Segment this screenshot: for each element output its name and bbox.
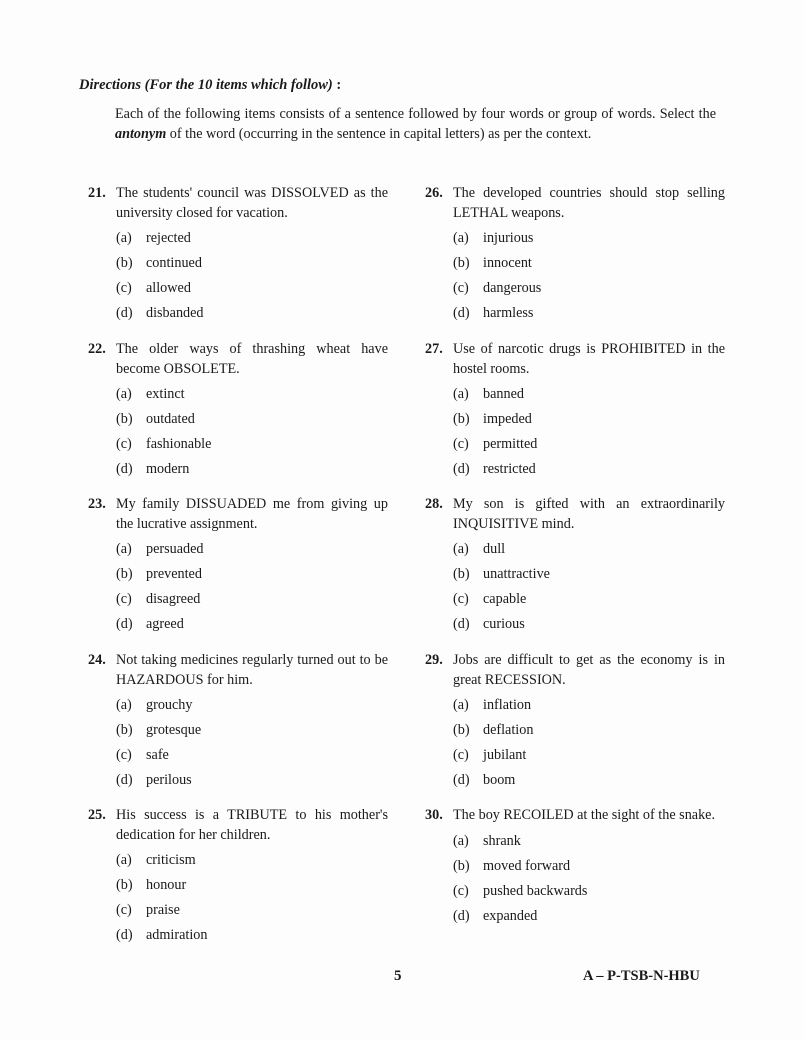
- option-key: (a): [453, 832, 469, 849]
- question-stem: [88, 184, 388, 223]
- option-key: (d): [453, 772, 470, 788]
- option-a[interactable]: [116, 539, 388, 564]
- option-text: shrank: [483, 832, 521, 849]
- question-stem: [425, 340, 725, 379]
- question-stem: [88, 495, 388, 534]
- option-d[interactable]: [116, 614, 388, 639]
- option-key: (b): [453, 722, 470, 738]
- option-b[interactable]: [453, 409, 725, 434]
- option-text: rejected: [146, 230, 191, 246]
- option-text: fashionable: [146, 436, 212, 452]
- option-text: banned: [483, 386, 524, 402]
- option-key: (c): [116, 280, 132, 296]
- option-b[interactable]: [116, 564, 388, 589]
- option-a[interactable]: [116, 850, 388, 875]
- option-list: [88, 539, 388, 639]
- question-21: [88, 184, 388, 328]
- option-text: outdated: [146, 411, 195, 427]
- option-key: (c): [453, 747, 469, 763]
- question-28: [425, 495, 725, 639]
- option-key: (b): [116, 411, 133, 427]
- option-a[interactable]: [453, 228, 725, 253]
- question-text: My family DISSUADED me from giving up the lucrative assignment.: [116, 496, 388, 532]
- option-text: persuaded: [146, 541, 204, 557]
- option-text: innocent: [483, 255, 532, 271]
- option-key: (a): [453, 697, 469, 713]
- option-key: (a): [116, 852, 132, 868]
- option-key: (d): [116, 461, 133, 477]
- option-c[interactable]: [116, 745, 388, 770]
- question-26: [425, 184, 725, 328]
- option-list: [425, 384, 725, 484]
- option-text: restricted: [483, 461, 536, 477]
- option-b[interactable]: [453, 856, 725, 881]
- option-key: (b): [116, 255, 133, 271]
- question-number: 22.: [88, 341, 106, 357]
- option-text: allowed: [146, 280, 191, 296]
- question-stem: [425, 651, 725, 690]
- option-list: [425, 831, 725, 931]
- question-30: [425, 806, 725, 931]
- option-a[interactable]: [116, 228, 388, 253]
- option-list: [88, 695, 388, 795]
- option-text: dull: [483, 541, 506, 557]
- option-text: jubilant: [483, 747, 527, 763]
- question-stem: [425, 184, 725, 223]
- option-c[interactable]: [116, 589, 388, 614]
- option-key: (c): [453, 280, 469, 296]
- option-b[interactable]: [453, 253, 725, 278]
- option-text: criticism: [146, 852, 196, 868]
- question-number: 25.: [88, 807, 106, 823]
- question-number: 30.: [425, 807, 443, 823]
- question-stem: [88, 806, 388, 845]
- option-text: grotesque: [146, 722, 202, 738]
- option-text: permitted: [483, 436, 538, 452]
- option-b[interactable]: [453, 564, 725, 589]
- option-key: (a): [116, 697, 132, 713]
- option-text: modern: [146, 461, 190, 477]
- option-text: curious: [483, 616, 525, 632]
- booklet-code: A – P-TSB-N-HBU: [583, 968, 700, 984]
- question-stem: [425, 495, 725, 534]
- option-list: [88, 850, 388, 950]
- option-d[interactable]: [116, 770, 388, 795]
- option-c[interactable]: [116, 434, 388, 459]
- option-c[interactable]: [453, 745, 725, 770]
- question-number: 27.: [425, 341, 443, 357]
- option-key: (b): [453, 566, 470, 582]
- option-text: capable: [483, 591, 527, 607]
- option-b[interactable]: [116, 409, 388, 434]
- question-number: 24.: [88, 652, 106, 668]
- option-a[interactable]: [453, 384, 725, 409]
- option-a[interactable]: [116, 695, 388, 720]
- option-key: (c): [116, 747, 132, 763]
- option-a[interactable]: [116, 384, 388, 409]
- question-text: The students' council was DISSOLVED as the university closed for vacation.: [116, 185, 388, 221]
- option-key: (a): [116, 541, 132, 557]
- option-text: pushed backwards: [483, 882, 588, 899]
- option-key: (c): [453, 591, 469, 607]
- option-c[interactable]: [453, 434, 725, 459]
- option-d[interactable]: [453, 770, 725, 795]
- option-text: impeded: [483, 411, 532, 427]
- option-c[interactable]: [453, 881, 725, 906]
- option-text: praise: [146, 902, 180, 918]
- option-a[interactable]: [453, 695, 725, 720]
- option-text: disbanded: [146, 305, 204, 321]
- option-list: [425, 695, 725, 795]
- option-key: (d): [453, 616, 470, 632]
- option-key: (b): [116, 877, 133, 893]
- option-text: unattractive: [483, 566, 550, 582]
- option-key: (c): [453, 436, 469, 452]
- question-number: 28.: [425, 496, 443, 512]
- option-d[interactable]: [453, 906, 725, 931]
- option-b[interactable]: [116, 720, 388, 745]
- option-key: (a): [453, 230, 469, 246]
- question-text: The boy RECOILED at the sight of the snake.: [453, 807, 716, 823]
- option-list: [425, 228, 725, 328]
- option-text: agreed: [146, 616, 184, 632]
- option-key: (d): [453, 907, 470, 924]
- option-key: (c): [116, 591, 132, 607]
- option-key: (b): [453, 255, 470, 271]
- option-a[interactable]: [453, 539, 725, 564]
- option-key: (a): [116, 230, 132, 246]
- option-key: (b): [116, 566, 133, 582]
- question-text: Not taking medicines regularly turned out to be HAZARDOUS for him.: [116, 652, 388, 688]
- option-key: (a): [453, 386, 469, 402]
- question-number: 29.: [425, 652, 443, 668]
- question-number: 26.: [425, 185, 443, 201]
- question-23: [88, 495, 388, 639]
- option-c[interactable]: [116, 900, 388, 925]
- option-key: (d): [116, 616, 133, 632]
- option-text: continued: [146, 255, 202, 271]
- option-text: moved forward: [483, 857, 571, 874]
- question-22: [88, 340, 388, 484]
- question-text: Use of narcotic drugs is PROHIBITED in the hostel rooms.: [453, 341, 725, 377]
- option-text: grouchy: [146, 697, 193, 713]
- option-text: honour: [146, 877, 187, 893]
- option-d[interactable]: [116, 459, 388, 484]
- option-list: [88, 228, 388, 328]
- question-29: [425, 651, 725, 795]
- question-24: [88, 651, 388, 795]
- option-key: (d): [453, 305, 470, 321]
- directions-text-post: of the word (occurring in the sentence in capital letters) as per the context.: [166, 126, 592, 142]
- option-key: (a): [116, 386, 132, 402]
- question-25: [88, 806, 388, 950]
- question-stem: [425, 806, 725, 826]
- question-text: My son is gifted with an extraordinarily INQUISITIVE mind.: [453, 496, 725, 532]
- question-stem: [88, 340, 388, 379]
- option-text: extinct: [146, 386, 185, 402]
- option-key: (b): [453, 857, 470, 874]
- option-text: disagreed: [146, 591, 201, 607]
- option-b[interactable]: [116, 875, 388, 900]
- question-number: 21.: [88, 185, 106, 201]
- option-key: (c): [116, 436, 132, 452]
- option-d[interactable]: [453, 614, 725, 639]
- option-text: dangerous: [483, 280, 542, 296]
- option-key: (d): [116, 305, 133, 321]
- option-text: boom: [483, 772, 516, 788]
- option-text: safe: [146, 747, 169, 763]
- option-text: prevented: [146, 566, 202, 582]
- directions-emphasis: antonym: [115, 126, 167, 142]
- option-key: (d): [116, 927, 133, 943]
- page-number: 5: [394, 968, 402, 984]
- directions-text-pre: Each of the following items consists of a sentence followed by four words or group of words. Select the: [115, 106, 716, 122]
- question-text: His success is a TRIBUTE to his mother's dedication for her children.: [116, 807, 388, 843]
- option-key: (b): [116, 722, 133, 738]
- option-d[interactable]: [116, 303, 388, 328]
- option-b[interactable]: [116, 253, 388, 278]
- option-b[interactable]: [453, 720, 725, 745]
- directions-heading: [79, 77, 341, 94]
- option-key: (a): [453, 541, 469, 557]
- option-text: perilous: [146, 772, 192, 788]
- option-c[interactable]: [453, 589, 725, 614]
- option-list: [88, 384, 388, 484]
- option-d[interactable]: [453, 303, 725, 328]
- question-text: The older ways of thrashing wheat have become OBSOLETE.: [116, 341, 388, 377]
- question-stem: [88, 651, 388, 690]
- option-key: (c): [116, 902, 132, 918]
- option-d[interactable]: [116, 925, 388, 950]
- option-key: (d): [453, 461, 470, 477]
- directions-body: [115, 104, 716, 144]
- option-text: admiration: [146, 927, 208, 943]
- question-text: Jobs are difficult to get as the economy is in great RECESSION.: [453, 652, 725, 688]
- directions-heading-text: Directions (For the 10 items which follow): [79, 77, 333, 93]
- option-a[interactable]: [453, 831, 725, 856]
- question-text: The developed countries should stop selling LETHAL weapons.: [453, 185, 725, 221]
- option-c[interactable]: [116, 278, 388, 303]
- option-text: injurious: [483, 230, 534, 246]
- option-text: expanded: [483, 907, 538, 924]
- option-key: (d): [116, 772, 133, 788]
- option-key: (b): [453, 411, 470, 427]
- option-text: harmless: [483, 305, 534, 321]
- option-c[interactable]: [453, 278, 725, 303]
- option-list: [425, 539, 725, 639]
- directions-heading-colon: :: [332, 77, 342, 93]
- option-text: inflation: [483, 697, 532, 713]
- option-text: deflation: [483, 722, 534, 738]
- option-key: (c): [453, 882, 469, 899]
- option-d[interactable]: [453, 459, 725, 484]
- question-27: [425, 340, 725, 484]
- question-number: 23.: [88, 496, 106, 512]
